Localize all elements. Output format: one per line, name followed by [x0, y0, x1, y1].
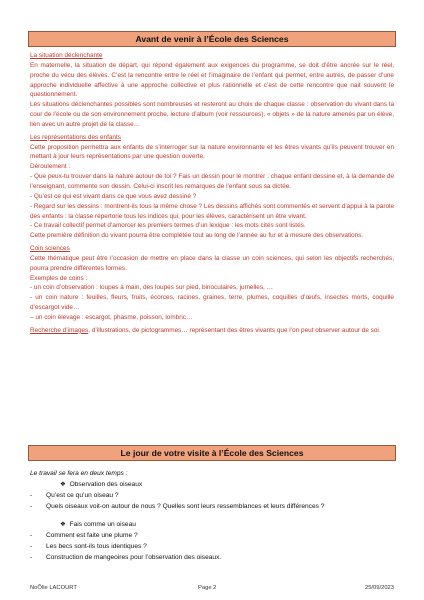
section-visit-day	[30, 468, 394, 563]
list-item: - Les becs sont-ils tous identiques ?	[30, 543, 147, 550]
footer-author: NoÕlle LACOURT	[30, 585, 77, 591]
heading-recherche: Recherche d’images	[30, 326, 89, 334]
paragraph: - un coin d’observation : loupes à main, des loupes sur pied, binoculaires, jumelles, …	[30, 284, 273, 292]
paragraph: Cette première définition du vivant pourra être complétée tout au long de l’année au fur et à mesure des observations.	[30, 232, 364, 240]
paragraph: – un coin élevage : escargot, phasme, poisson, lombric…	[30, 313, 193, 321]
list-item: - Quels oiseaux voit-on autour de nous ? Quelles sont leurs ressemblances et leurs différences ?	[30, 503, 325, 510]
paragraph: - Ce travail collectif permet d’amorcer les premiers termes d’un lexique : les mots cités sont listés.	[30, 222, 306, 230]
heading-representations: Les représentations des enfants	[30, 133, 121, 141]
footer-date: 25/09/2023	[364, 585, 394, 591]
paragraph: Déroulement :	[30, 163, 71, 171]
paragraph: - Regard sur les dessins : montrent-ils tous la même chose ? Les dessins affichés sont commentés et servent d’appui à la parole des enfants : la classe répertorie tous les indices qui, pour les élèves, caractérisent un être vivant.	[30, 202, 394, 220]
section-banner-visit-day: Le jour de votre visite à l’École des Sciences	[28, 445, 396, 461]
paragraph: Exemples de coins :	[30, 274, 88, 282]
list-item: - Construction de mangeoires pour l’observation des oiseaux.	[30, 554, 222, 561]
paragraph-recherche: Recherche d’images, d’illustrations, de pictogrammes… représentant des êtres vivants que l’on peut observer autour de soi.	[30, 326, 381, 334]
bullet-heading: ❖ Fais comme un oiseau	[60, 521, 136, 528]
heading-situation: La situation déclenchante	[30, 52, 103, 59]
paragraph: Les situations déclenchantes possibles sont nombreuses et resteront au choix de chaque classe : observation du vivant dans la cour de l’école ou de son environnement proche, lecture d’album (voir ressources), « objets » de la nature amenés par un élève, lien avec un autre projet de la classe…	[30, 101, 394, 128]
intro-text: Le travail se fera en deux temps :	[30, 470, 128, 477]
section-before-visit	[30, 51, 394, 336]
paragraph: - un coin nature : feuilles, fleurs, fruits, écorces, racines, graines, terre, plumes, coquilles d’œufs, insectes morts, coquille d’escargot vide…	[30, 294, 394, 312]
footer-page-number: Page 2	[198, 585, 217, 591]
paragraph: - Qu’est ce qui est vivant dans ce que vous avez dessiné ?	[30, 192, 197, 200]
diamond-bullet-icon: ❖	[60, 521, 66, 528]
list-item: - Comment est faite une plume ?	[30, 532, 138, 539]
paragraph: En maternelle, la situation de départ, qui répond également aux exigences du programme, se doit d’être ancrée sur le réel, proche du vécu des élèves. C’est la rencontre entre le réel et l’imaginaire de l’enfant qui permet, entre autres, de passer d’une approche individuelle affective à une approche collective et plus rationnelle et c’est de cette rencontre que nait souvent le questionnement.	[30, 61, 394, 99]
paragraph: Cette thématique peut être l’occasion de mettre en place dans la classe un coin sciences, qui selon les objectifs recherchés, pourra prendre différentes formes.	[30, 254, 394, 272]
paragraph: - Que peux-tu trouver dans la nature autour de toi ? Fais un dessin pour le montrer : chaque enfant dessine et, à la demande de l’enseignant, commente son dessin. Celui-ci inscrit les remarques de l’enfant sous sa dictée.	[30, 173, 394, 190]
heading-coin-sciences: Coin sciences	[30, 245, 70, 253]
section-banner-before-visit: Avant de venir à l’École des Sciences	[28, 31, 396, 47]
diamond-bullet-icon: ❖	[60, 481, 66, 488]
paragraph: Cette proposition permettra aux enfants de s’interroger sur la nature environnante et les êtres vivants qu’ils peuvent trouver en mettant à jour leurs représentations par une question ouverte.	[30, 143, 394, 161]
list-item: - Qu’est ce qu’un oiseau ?	[30, 492, 119, 499]
bullet-heading: ❖ Observation des oiseaux	[60, 481, 143, 488]
